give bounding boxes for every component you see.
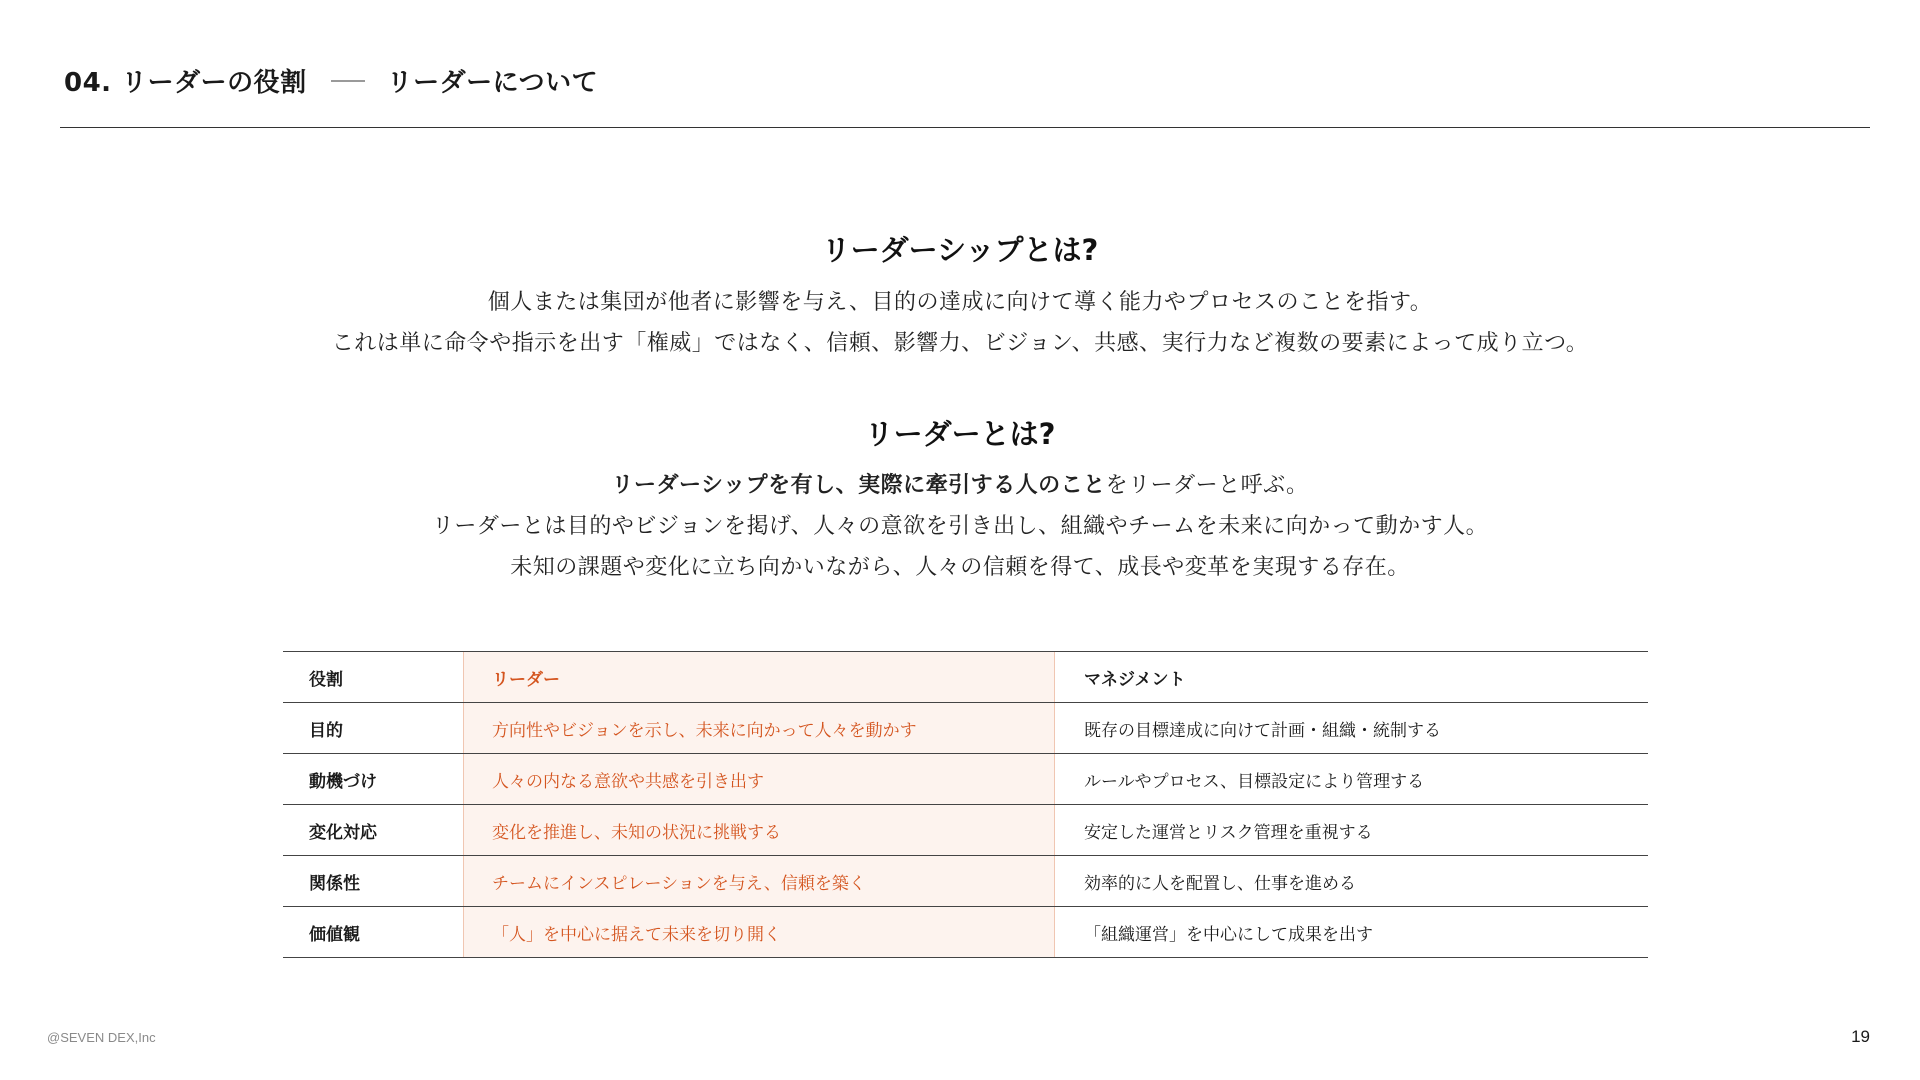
row-label: 変化対応: [309, 822, 377, 843]
leader-definition: [0, 465, 1920, 588]
management-cell: 効率的に人を配置し、仕事を進める: [1084, 873, 1356, 894]
section-title: 04. リーダーの役割: [64, 68, 307, 98]
leader-line-1: [0, 465, 1920, 506]
leadership-heading-block: [0, 228, 1920, 269]
table-row: [283, 703, 1648, 754]
table-row: [283, 907, 1648, 958]
table-row: [283, 805, 1648, 856]
leader-cell: 人々の内なる意欲や共感を引き出す: [463, 754, 1055, 804]
table-header-row: [283, 652, 1648, 703]
management-cell: 「組織運営」を中心にして成果を出す: [1084, 924, 1373, 945]
leadership-line-2: これは単に命令や指示を出す「権威」ではなく、信頼、影響力、ビジョン、共感、実行力など複数の要素によって成り立つ。: [331, 331, 1589, 356]
page-number: 19: [1851, 1027, 1870, 1046]
copyright: @SEVEN DEX,Inc: [47, 1030, 156, 1045]
row-label: 価値観: [309, 924, 360, 945]
leadership-line-1: 個人または集団が他者に影響を与え、目的の達成に向けて導く能力やプロセスのことを指す。: [487, 290, 1433, 315]
table-row: [283, 754, 1648, 805]
leader-line-1-bold: リーダーシップを有し、実際に牽引する人のこと: [611, 473, 1106, 498]
row-label: 目的: [309, 720, 343, 741]
leader-heading: リーダーとは?: [864, 417, 1056, 451]
leader-vs-management-table: [283, 651, 1648, 958]
leader-cell: 変化を推進し、未知の状況に挑戦する: [463, 805, 1055, 855]
row-label: 関係性: [309, 873, 360, 894]
leader-line-3: 未知の課題や変化に立ち向かいながら、人々の信頼を得て、成長や変革を実現する存在。: [510, 555, 1410, 580]
management-cell: 既存の目標達成に向けて計画・組織・統制する: [1084, 720, 1441, 741]
header-role: 役割: [309, 669, 343, 690]
leader-cell: チームにインスピレーションを与え、信頼を築く: [463, 856, 1055, 906]
slide-header: [64, 62, 598, 99]
header-leader: リーダー: [463, 652, 1055, 702]
row-label: 動機づけ: [309, 771, 377, 792]
title-separator: [331, 80, 365, 82]
leader-heading-block: [0, 412, 1920, 453]
table-row: [283, 856, 1648, 907]
management-cell: 安定した運営とリスク管理を重視する: [1084, 822, 1373, 843]
leader-cell: 「人」を中心に据えて未来を切り開く: [463, 907, 1055, 957]
management-cell: ルールやプロセス、目標設定により管理する: [1084, 771, 1425, 792]
header-divider: [60, 127, 1870, 128]
leadership-definition: [0, 282, 1920, 364]
header-management: マネジメント: [1084, 669, 1186, 690]
leadership-heading: リーダーシップとは?: [821, 233, 1099, 267]
leader-cell: 方向性やビジョンを示し、未来に向かって人々を動かす: [463, 703, 1055, 753]
leader-line-1-rest: をリーダーと呼ぶ。: [1105, 473, 1309, 498]
section-subtitle: リーダーについて: [386, 68, 599, 98]
leader-line-2: リーダーとは目的やビジョンを掲げ、人々の意欲を引き出し、組織やチームを未来に向かって動かす人。: [431, 514, 1489, 539]
